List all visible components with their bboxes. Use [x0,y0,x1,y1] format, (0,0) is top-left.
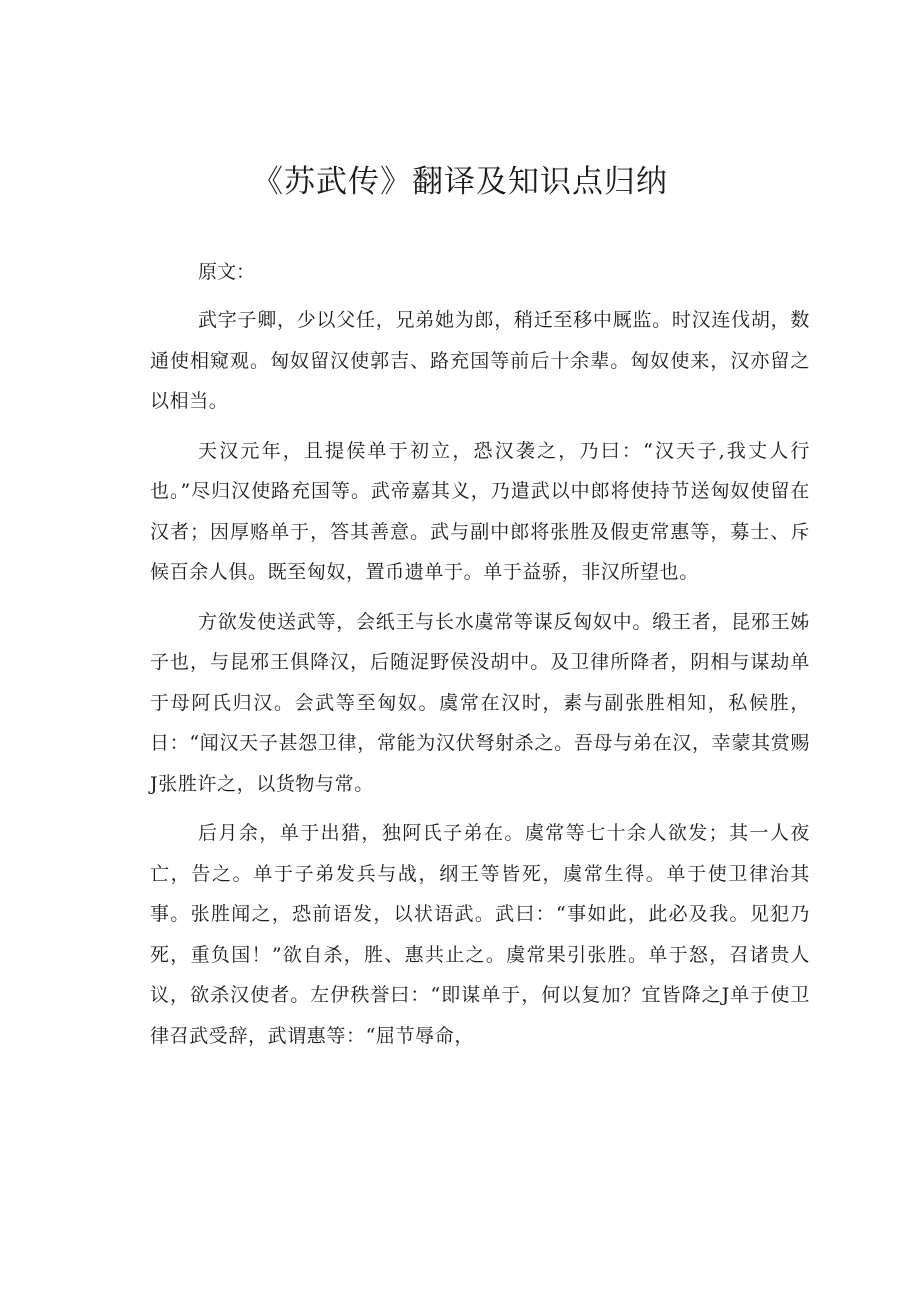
document-title: 《苏武传》翻译及知识点归纳 [252,164,668,200]
section-label: 原文： [198,261,256,283]
paragraph: 武字子卿，少以父任，兄弟她为郎，稍迁至移中厩监。时汉连伐胡，数通使相窥观。匈奴留汉使郭吉、路充国等前后十余辈。匈奴使来，汉亦留之以相当。 [150,309,810,412]
document-body [150,253,810,1056]
paragraph: 天汉元年，且提侯单于初立，恐汉袭之，乃曰：“汉天子,我丈人行也。”尽归汉使路充国等。武帝嘉其义，乃遣武以中郎将使持节送匈奴使留在汉者；因厚赂单于，答其善意。武与副中郎将张胜及假吏常惠等，募士、斥候百余人俱。既至匈奴，置币遗单于。单于益骄，非汉所望也。 [150,439,810,583]
paragraph: 后月余，单于出猎，独阿氏子弟在。虞常等七十余人欲发；其一人夜亡，告之。单于子弟发兵与战，纲王等皆死，虞常生得。单于使卫律治其事。张胜闻之，恐前语发，以状语武。武曰：“事如此，此必及我。见犯乃死，重负国！”欲自杀，胜、惠共止之。虞常果引张胜。单于怒，召诸贵人议，欲杀汉使者。左伊秩誉曰：“即谋单于，何以复加？宜皆降之J单于使卫律召武受辞，武谓惠等：“屈节辱命， [150,822,810,1047]
paragraph: 方欲发使送武等，会纸王与长水虞常等谋反匈奴中。缎王者，昆邪王姊子也，与昆邪王俱降汉，后随浞野侯没胡中。及卫律所降者，阴相与谋劫单于母阿氏归汉。会武等至匈奴。虞常在汉时，素与副张胜相知，私候胜，日：“闻汉天子甚怨卫律，常能为汉伏弩射杀之。吾母与弟在汉，幸蒙其赏赐J张胜许之，以货物与常。 [150,610,810,795]
